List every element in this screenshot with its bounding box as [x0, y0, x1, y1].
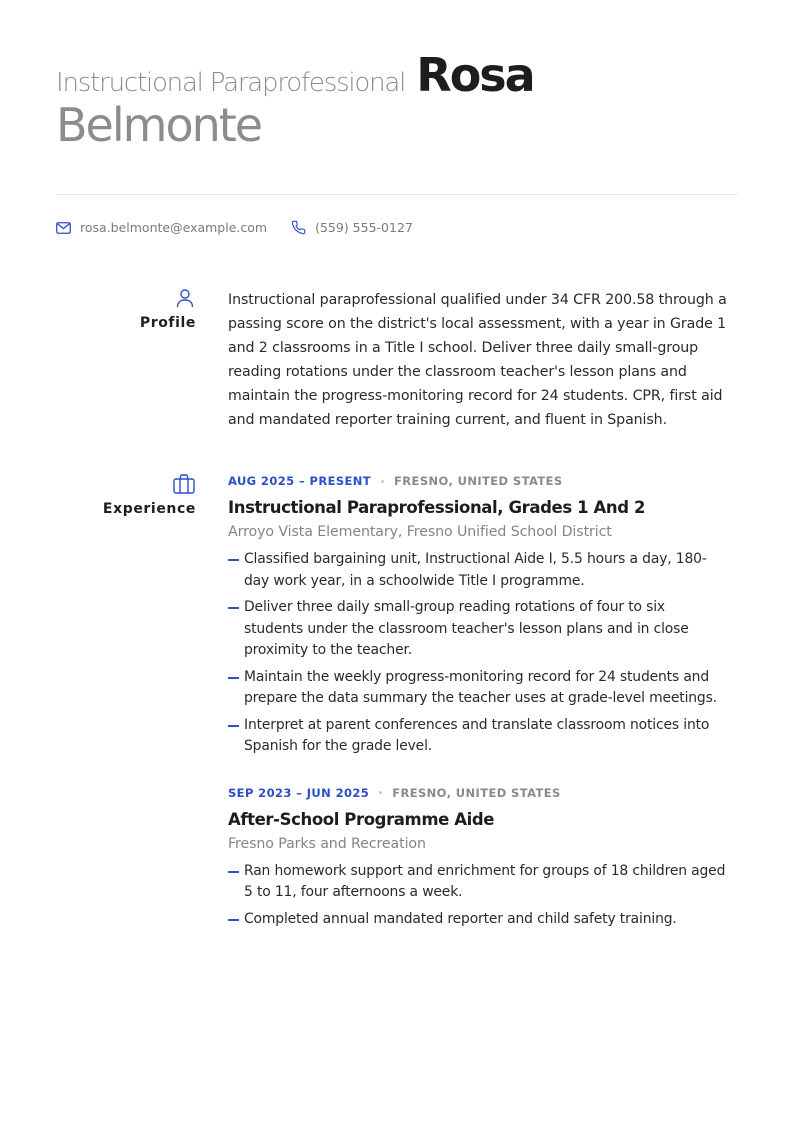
name-line: [56, 48, 738, 102]
job-role: Instructional Paraprofessional, Grades 1 And 2: [228, 498, 646, 517]
profile-body: [228, 288, 728, 432]
list-item: Classified bargaining unit, Instructional Aide I, 5.5 hours a day, 180-day work year, in a schoolwide Title I programme.: [228, 549, 728, 592]
experience-body: [228, 474, 728, 958]
profile-label-block: [80, 288, 196, 331]
briefcase-icon: [173, 474, 195, 494]
list-item: Ran homework support and enrichment for groups of 18 children aged 5 to 11, four afternoons a week.: [228, 861, 728, 904]
list-item: Completed annual mandated reporter and child safety training.: [228, 909, 728, 931]
job-meta: [228, 474, 728, 488]
meta-separator-dot: [379, 791, 382, 794]
experience-heading: Experience: [102, 501, 196, 517]
job-bullets: [228, 861, 728, 931]
job-role: After-School Programme Aide: [228, 809, 495, 829]
profile-summary: Instructional paraprofessional qualified under 34 CFR 200.58 through a passing score on the district's local assessment, with a year in Grade 1 and 2 classrooms in a Title I school. Deliver three daily small-group reading rotations under the classroom teacher's lesson plans and maintain the progress-monitoring record for 24 students. CPR, first aid and mandated reporter training current, and fluent in Spanish.: [228, 292, 727, 428]
phone-text[interactable]: (559) 555-0127: [315, 220, 413, 235]
job-bullets: [228, 549, 728, 758]
last-name: Belmonte: [56, 98, 262, 152]
job-meta: [228, 786, 728, 800]
mail-icon: [56, 222, 71, 234]
contact-email[interactable]: [56, 220, 267, 235]
email-text[interactable]: rosa.belmonte@example.com: [80, 220, 268, 235]
job-entry: [228, 474, 728, 758]
job-entry: [228, 786, 728, 931]
job-organization: Arroyo Vista Elementary, Fresno Unified School District: [228, 524, 612, 540]
job-dates: SEP 2023 – JUN 2025: [228, 785, 370, 800]
contact-bar: [56, 220, 437, 235]
header-divider: [56, 194, 738, 195]
user-icon: [175, 288, 195, 308]
list-item: Deliver three daily small-group reading rotations of four to six students under the classroom teacher's lesson plans and in close proximity to the teacher.: [228, 597, 728, 662]
list-item: Maintain the weekly progress-monitoring record for 24 students and prepare the data summary the teacher uses at grade-level meetings.: [228, 667, 728, 710]
list-item: Interpret at parent conferences and translate classroom notices into Spanish for the grade level.: [228, 715, 728, 758]
job-organization: Fresno Parks and Recreation: [228, 835, 426, 852]
profile-heading: Profile: [139, 315, 196, 331]
phone-icon: [291, 220, 306, 235]
job-location: FRESNO, UNITED STATES: [392, 785, 561, 800]
contact-phone[interactable]: [291, 220, 413, 235]
job-location: FRESNO, UNITED STATES: [394, 474, 563, 488]
job-title: Instructional Paraprofessional: [56, 68, 406, 98]
first-name: Rosa: [416, 48, 534, 102]
meta-separator-dot: [381, 480, 384, 483]
resume-header: [56, 48, 738, 152]
experience-label-block: [80, 474, 196, 517]
job-dates: AUG 2025 – PRESENT: [228, 474, 372, 488]
